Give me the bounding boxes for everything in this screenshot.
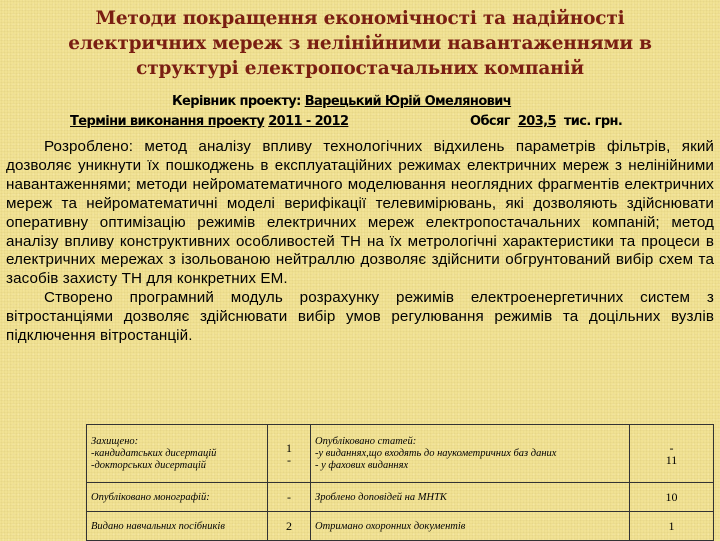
table-row: [87, 425, 714, 483]
doctoral-value: -: [287, 452, 291, 467]
articles-label: Опубліковано статей:: [315, 435, 417, 447]
articles-professional-value: 11: [665, 452, 678, 467]
protected-cell: [87, 425, 268, 483]
title-line-3: структурі електропостачальних компаній: [136, 58, 584, 79]
articles-values-cell: [630, 425, 714, 483]
title-line-2: електричних мереж з нелінійними навантаженнями в: [68, 33, 652, 54]
textbooks-value: 2: [268, 512, 311, 541]
project-volume: [470, 114, 622, 129]
articles-scientometric-value: -: [669, 440, 674, 455]
project-head: [172, 94, 511, 109]
protected-label: Захищено:: [91, 435, 139, 447]
textbooks-label: Видано навчальних посібників: [87, 512, 268, 541]
monographs-label: Опубліковано монографій:: [87, 483, 268, 512]
table-row: [87, 512, 714, 541]
description-paragraph-2: Створено програмний модуль розрахунку режимів електроенергетичних систем з вітростанціями дозволяє здійснювати вибір умов регулювання режимів та доцільних вузлів підключення вітростанцій.: [6, 289, 714, 345]
project-volume-label: Обсяг: [470, 114, 510, 129]
project-volume-value: 203,5: [517, 114, 556, 129]
monographs-value: -: [268, 483, 311, 512]
reports-label: Зроблено доповідей на МНТК: [311, 483, 630, 512]
table-row: [87, 483, 714, 512]
candidate-label: -кандидатських дисертацій: [91, 447, 217, 459]
reports-value: 10: [630, 483, 714, 512]
project-head-label: Керівник проекту:: [172, 94, 301, 109]
candidate-value: 1: [286, 440, 292, 455]
results-table: [86, 424, 714, 541]
patents-label: Отримано охоронних документів: [311, 512, 630, 541]
page-title: [40, 6, 680, 81]
title-line-1: Методи покращення економічності та надійності: [95, 8, 625, 29]
protected-values-cell: [268, 425, 311, 483]
patents-value: 1: [630, 512, 714, 541]
project-term: [70, 114, 348, 129]
articles-scientometric-label: -у виданнях,що входять до наукометричних баз даних: [315, 447, 557, 459]
project-head-name: Варецький Юрій Омелянович: [304, 94, 512, 109]
articles-professional-label: - у фахових виданнях: [315, 459, 409, 471]
doctoral-label: -докторських дисертацій: [91, 459, 207, 471]
project-term-value: 2011 - 2012: [268, 114, 349, 129]
project-term-label: Терміни виконання проекту: [70, 114, 265, 129]
project-volume-unit: тис. грн.: [563, 114, 623, 129]
description-paragraph-1: Розроблено: метод аналізу впливу технологічних відхилень параметрів фільтрів, який дозволяє уникнути їх пошкоджень в експлуатаційних режимах електричних мереж з нелінійними навантаженнями; методи нейроматематичного моделювання неоглядних фрагментів електричних мереж та нейроматематичні моделі верифікації телевимірювань, які дозволяють здійснювати оперативну оптимізацію режимів електричних мереж електропостачальних компаній; метод аналізу впливу конструктивних особливостей ТН на їх метрологічні характеристики та процеси в електричних мережах з ізольованою нейтраллю дозволяє здійснити обгрунтований вибір схем та засобів захисту ТН для конкретних ЕМ.: [6, 138, 714, 288]
project-description: [6, 138, 714, 346]
articles-cell: [311, 425, 630, 483]
